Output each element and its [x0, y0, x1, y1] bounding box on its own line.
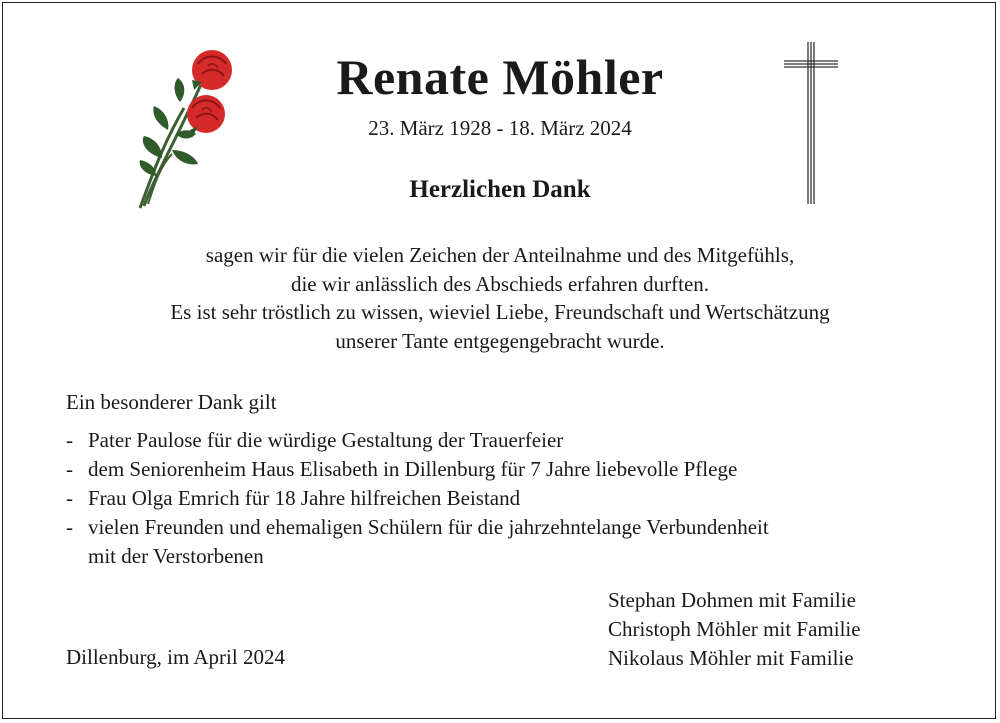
thanks-heading: Herzlichen Dank: [409, 176, 591, 203]
life-dates: 23. März 1928 - 18. März 2024: [368, 116, 632, 140]
paragraph-line: sagen wir für die vielen Zeichen der Anteilnahme und des Mitgefühls,: [205, 243, 795, 267]
list-item: [66, 513, 769, 542]
special-thanks-intro: Ein besonderer Dank gilt: [66, 390, 277, 414]
paragraph-line: Es ist sehr tröstlich zu wissen, wieviel Liebe, Freundschaft und Wertschätzung: [170, 300, 830, 324]
list-item-text: vielen Freunden und ehemaligen Schülern für die jahrzehntelange Verbundenheit: [88, 515, 769, 539]
thanks-list: [66, 426, 769, 571]
signer: Christoph Möhler mit Familie: [608, 617, 861, 641]
place-and-date: Dillenburg, im April 2024: [66, 645, 285, 669]
list-marker: -: [66, 428, 73, 452]
deceased-name: Renate Möhler: [336, 49, 664, 105]
list-item: [66, 455, 769, 484]
list-item-text: dem Seniorenheim Haus Elisabeth in Dillenburg für 7 Jahre liebevolle Pflege: [88, 457, 738, 481]
list-item-text: Frau Olga Emrich für 18 Jahre hilfreichen Beistand: [88, 486, 521, 510]
gratitude-paragraph: [0, 241, 1000, 355]
signer: Nikolaus Möhler mit Familie: [608, 646, 854, 670]
list-item-continuation: [66, 542, 769, 571]
list-item-text: Pater Paulose für die würdige Gestaltung der Trauerfeier: [88, 428, 564, 452]
list-marker: -: [66, 515, 73, 539]
list-marker: -: [66, 486, 73, 510]
list-item: [66, 484, 769, 513]
signers-list: [608, 586, 861, 673]
paragraph-line: unserer Tante entgegengebracht wurde.: [335, 328, 665, 353]
list-item: [66, 426, 769, 455]
list-marker: -: [66, 457, 73, 481]
list-item-text: mit der Verstorbenen: [88, 544, 264, 568]
signer: Stephan Dohmen mit Familie: [608, 588, 856, 612]
paragraph-line: die wir anlässlich des Abschieds erfahren durften.: [290, 271, 710, 296]
